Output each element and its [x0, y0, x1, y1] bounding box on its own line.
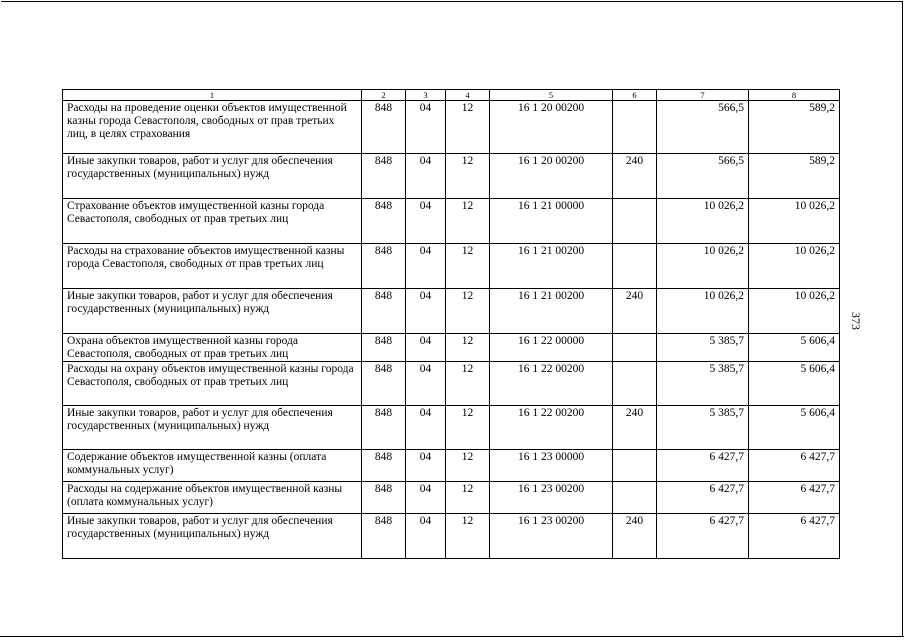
cell-amount-year-1: 5 385,7 — [657, 362, 749, 406]
column-header: 6 — [613, 90, 657, 101]
header-row — [63, 90, 840, 101]
cell-target-article: 16 1 23 00200 — [490, 514, 613, 559]
cell-expense-type — [613, 199, 657, 244]
table-row — [63, 482, 840, 514]
cell-amount-year-2: 5 606,4 — [749, 362, 840, 406]
cell-admin-code: 848 — [362, 244, 406, 289]
cell-subsection: 12 — [446, 514, 490, 559]
cell-subsection: 12 — [446, 450, 490, 482]
cell-section: 04 — [406, 289, 446, 334]
cell-admin-code: 848 — [362, 362, 406, 406]
cell-description: Охрана объектов имущественной казны города Севастополя, свободных от прав третьих лиц — [63, 334, 362, 362]
table-row — [63, 101, 840, 154]
cell-amount-year-2: 6 427,7 — [749, 514, 840, 559]
cell-description: Расходы на охрану объектов имущественной казны города Севастополя, свободных от прав третьих лиц — [63, 362, 362, 406]
table-row — [63, 362, 840, 406]
table-row — [63, 244, 840, 289]
cell-expense-type — [613, 244, 657, 289]
table-header — [63, 90, 840, 101]
cell-amount-year-2: 10 026,2 — [749, 244, 840, 289]
cell-amount-year-2: 6 427,7 — [749, 482, 840, 514]
cell-section: 04 — [406, 482, 446, 514]
table-row — [63, 450, 840, 482]
table-row — [63, 289, 840, 334]
column-header: 3 — [406, 90, 446, 101]
table-body — [63, 101, 840, 559]
budget-table — [62, 89, 840, 559]
cell-subsection: 12 — [446, 101, 490, 154]
cell-description: Иные закупки товаров, работ и услуг для обеспечения государственных (муниципальных) нужд — [63, 289, 362, 334]
cell-target-article: 16 1 20 00200 — [490, 154, 613, 199]
cell-description: Иные закупки товаров, работ и услуг для обеспечения государственных (муниципальных) нужд — [63, 514, 362, 559]
cell-target-article: 16 1 21 00200 — [490, 289, 613, 334]
column-header: 5 — [490, 90, 613, 101]
cell-expense-type: 240 — [613, 406, 657, 450]
cell-expense-type — [613, 362, 657, 406]
cell-section: 04 — [406, 199, 446, 244]
cell-expense-type — [613, 450, 657, 482]
cell-description: Расходы на страхование объектов имущественной казны города Севастополя, свободных от прав третьих лиц — [63, 244, 362, 289]
table-row — [63, 199, 840, 244]
cell-description: Расходы на содержание объектов имущественной казны (оплата коммунальных услуг) — [63, 482, 362, 514]
cell-subsection: 12 — [446, 362, 490, 406]
cell-expense-type — [613, 101, 657, 154]
cell-amount-year-1: 6 427,7 — [657, 514, 749, 559]
cell-amount-year-1: 10 026,2 — [657, 199, 749, 244]
cell-target-article: 16 1 23 00200 — [490, 482, 613, 514]
cell-amount-year-1: 10 026,2 — [657, 244, 749, 289]
cell-amount-year-1: 5 385,7 — [657, 406, 749, 450]
cell-section: 04 — [406, 334, 446, 362]
cell-amount-year-2: 5 606,4 — [749, 334, 840, 362]
cell-amount-year-2: 589,2 — [749, 101, 840, 154]
cell-amount-year-1: 6 427,7 — [657, 482, 749, 514]
cell-amount-year-2: 10 026,2 — [749, 289, 840, 334]
cell-amount-year-2: 5 606,4 — [749, 406, 840, 450]
cell-target-article: 16 1 22 00200 — [490, 362, 613, 406]
cell-subsection: 12 — [446, 199, 490, 244]
cell-description: Содержание объектов имущественной казны (оплата коммунальных услуг) — [63, 450, 362, 482]
cell-admin-code: 848 — [362, 482, 406, 514]
table-row — [63, 406, 840, 450]
column-header: 4 — [446, 90, 490, 101]
table-row — [63, 514, 840, 559]
cell-section: 04 — [406, 362, 446, 406]
cell-expense-type — [613, 334, 657, 362]
cell-amount-year-1: 566,5 — [657, 154, 749, 199]
column-header: 1 — [63, 90, 362, 101]
cell-admin-code: 848 — [362, 289, 406, 334]
cell-admin-code: 848 — [362, 450, 406, 482]
cell-description: Иные закупки товаров, работ и услуг для обеспечения государственных (муниципальных) нужд — [63, 406, 362, 450]
cell-target-article: 16 1 23 00000 — [490, 450, 613, 482]
cell-section: 04 — [406, 154, 446, 199]
column-header: 7 — [657, 90, 749, 101]
cell-admin-code: 848 — [362, 334, 406, 362]
cell-amount-year-2: 10 026,2 — [749, 199, 840, 244]
cell-section: 04 — [406, 514, 446, 559]
cell-target-article: 16 1 20 00200 — [490, 101, 613, 154]
cell-subsection: 12 — [446, 334, 490, 362]
cell-subsection: 12 — [446, 244, 490, 289]
column-header: 2 — [362, 90, 406, 101]
cell-section: 04 — [406, 101, 446, 154]
cell-admin-code: 848 — [362, 406, 406, 450]
cell-expense-type — [613, 482, 657, 514]
cell-amount-year-1: 6 427,7 — [657, 450, 749, 482]
cell-subsection: 12 — [446, 482, 490, 514]
cell-target-article: 16 1 22 00200 — [490, 406, 613, 450]
cell-amount-year-1: 10 026,2 — [657, 289, 749, 334]
cell-amount-year-2: 6 427,7 — [749, 450, 840, 482]
cell-target-article: 16 1 21 00000 — [490, 199, 613, 244]
cell-subsection: 12 — [446, 154, 490, 199]
cell-expense-type: 240 — [613, 514, 657, 559]
column-header: 8 — [749, 90, 840, 101]
table-row — [63, 154, 840, 199]
cell-expense-type: 240 — [613, 289, 657, 334]
cell-subsection: 12 — [446, 289, 490, 334]
cell-amount-year-2: 589,2 — [749, 154, 840, 199]
cell-subsection: 12 — [446, 406, 490, 450]
page-number: 373 — [849, 312, 863, 330]
cell-description: Иные закупки товаров, работ и услуг для обеспечения государственных (муниципальных) нужд — [63, 154, 362, 199]
cell-description: Расходы на проведение оценки объектов имущественной казны города Севастополя, свободных от прав третьих лиц, в целях страхования — [63, 101, 362, 154]
bottom-rule — [0, 636, 904, 637]
cell-amount-year-1: 566,5 — [657, 101, 749, 154]
cell-admin-code: 848 — [362, 514, 406, 559]
cell-section: 04 — [406, 244, 446, 289]
cell-admin-code: 848 — [362, 199, 406, 244]
cell-target-article: 16 1 22 00000 — [490, 334, 613, 362]
table-row — [63, 334, 840, 362]
cell-description: Страхование объектов имущественной казны города Севастополя, свободных от прав третьих лиц — [63, 199, 362, 244]
cell-section: 04 — [406, 450, 446, 482]
cell-target-article: 16 1 21 00200 — [490, 244, 613, 289]
cell-expense-type: 240 — [613, 154, 657, 199]
cell-admin-code: 848 — [362, 154, 406, 199]
cell-amount-year-1: 5 385,7 — [657, 334, 749, 362]
cell-section: 04 — [406, 406, 446, 450]
cell-admin-code: 848 — [362, 101, 406, 154]
